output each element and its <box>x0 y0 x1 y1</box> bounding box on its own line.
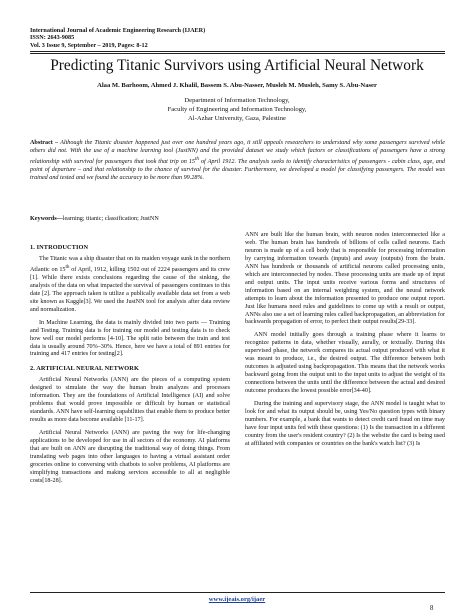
header-divider <box>30 51 445 52</box>
abstract-text-a: Although the Titanic disaster happened just over one hundred years ago, it still appeals researchers to understand why some passengers survived while others did not. With the use of a machine learning tool (JustNN) and the provided dataset we study which factors or classifications of passengers have a strong relationship with survival for passengers that took that trip on 15 <box>30 140 446 166</box>
intro-p1-text-b: of April, 1912, killing 1502 out of 2224 passengers and its crew [1]. While there exists conclusions regarding the cause of the sinking, the analysis of the data on what impacted the survival of passengers continues to this date [2]. The approach taken is utilize a publically available data set from a web site known as Kaggle[3]. We used the JustNN tool for analysis after data review and normalization. <box>30 266 230 313</box>
intro-p1-text-a: The Titanic was a ship disaster that on its maiden voyage sunk in the northern Atlantic on 15 <box>30 255 231 273</box>
footer-divider <box>30 592 445 593</box>
right-paragraph-3: During the training and supervisory stage, the ANN model is taught what to look for and what its output should be, using Yes/No question types with binary numbers. For example, a bank that wants to detect credit card fraud on time may have four input units fed with these questions: (1) Is the transaction in a different country from the user's resident country? (2) Is the website the card is being used at affiliated with companies or countries on the bank's watch list? (3) Is <box>245 401 445 447</box>
paper-authors: Alaa M. Barhoom, Ahmed J. Khalil, Bassem S. Abu-Nasser, Musleh M. Musleh, Samy S. Abu-Naser <box>97 82 377 89</box>
left-column <box>30 232 230 491</box>
abstract-text-b: of April 1912. The analysis seeks to identify characteristics of passengers - cabin class, age, and point of departure – and that relationship to the chance of survival for the disaster. Furthermore, we developed a model for classifying passengers. The model was trained and tested and we found the accuracy to be more than 99.28%. <box>30 159 445 182</box>
abstract-label: Abstract – <box>30 140 59 146</box>
paper-title: Predicting Titanic Survivors using Artificial Neural Network <box>50 57 424 74</box>
page-number: 8 <box>430 605 434 612</box>
affiliation-department: Department of Information Technology, <box>184 97 290 104</box>
intro-p1-superscript: th <box>65 263 70 270</box>
intro-paragraph-2: In Machine Learning, the data is mainly divided into two parts — Training and Testing. Training data is for training our model and testing data is to check how well our model performs [4-10]. The split ratio between the train and test data is usually around 70%–30%. Hence, here we have a total of 891 entries for training and 417 entries for testing[2]. <box>30 319 230 358</box>
journal-volume: Vol. 3 Issue 9, September – 2019, Pages: 8-12 <box>30 41 148 49</box>
section-heading-introduction: 1. INTRODUCTION <box>30 244 89 251</box>
section-heading-ann: 2. ARTIFICIAL NEURAL NETWORK <box>30 365 139 373</box>
ann-paragraph-1: Artificial Neural Networks (ANN) are the pieces of a computing system designed to simulate the way the human brain analyzes and processes information. They are the foundations of Artificial Intelligence (AI) and solve problems that would prove impossible or difficult by human or statistical standards. ANN have self-learning capabilities that enable them to produce better results as more data become available [11-17]. <box>30 377 230 424</box>
keywords-label: Keywords— <box>30 216 63 222</box>
journal-header <box>30 27 450 49</box>
ann-paragraph-2: Artificial Neural Networks (ANN) are paving the way for life-changing applications to be developed for use in all sectors of the economy. AI platforms that are built on ANN are disrupting the traditional way of doing things. From translating web pages into other languages to having a virtual assistant order groceries online to conversing with chatbots to solve problems, AI platforms are simplifying transactions and making services accessible to all at negligible costs[18-28]. <box>30 430 230 484</box>
footer-url-link[interactable]: www.ijeais.org/ijaer <box>208 596 266 603</box>
affiliation <box>0 96 474 124</box>
journal-name: International Journal of Academic Engineering Research (IJAER) <box>30 27 206 34</box>
right-paragraph-2: ANN model initially goes through a training phase where it learns to recognize patterns in data, whether visually, aurally, or textually. During this supervised phase, the network compares its actual output produced with what it was meant to produce, i.e., the desired output. The difference between both outcomes is adjusted using backpropagation. This means that the network works backward going from the output unit to the input units to adjust the weight of its connections between the units until the difference between the actual and desired outcome produces the lowest possible error[34-40]. <box>245 332 445 395</box>
affiliation-faculty: Faculty of Engineering and Information Technology, <box>167 106 307 114</box>
journal-issn: ISSN: 2643-9085 <box>30 34 75 42</box>
right-paragraph-1: ANN are built like the human brain, with neuron nodes interconnected like a web. The human brain has hundreds of billions of cells called neurons. Each neuron is made up of a cell body that is responsible for processing information by carrying information towards (inputs) and away (outputs) from the brain. ANN has hundreds or thousands of artificial neurons called processing units, which are interconnected by nodes. These processing units are made up of input and output units. The input units receive various forms and structures of information based on an internal weighting system, and the neural network attempts to learn about the information presented to produce one output report. Just like humans need rules and guidelines to come up with a result or output, ANNs also use a set of learning rules called backpropagation, an abbreviation for backwards propagation of error, to perfect their output results[29-33]. <box>245 232 445 326</box>
header-divider-secondary <box>30 53 445 54</box>
intro-paragraph-1 <box>30 256 230 315</box>
right-column <box>245 232 445 454</box>
abstract-superscript: th <box>194 156 199 163</box>
affiliation-university: Al-Azhar University, Gaza, Palestine <box>188 115 286 123</box>
abstract <box>30 139 445 183</box>
keywords <box>30 216 445 222</box>
keywords-text: learning; titanic; classification; JustNN <box>62 216 159 222</box>
